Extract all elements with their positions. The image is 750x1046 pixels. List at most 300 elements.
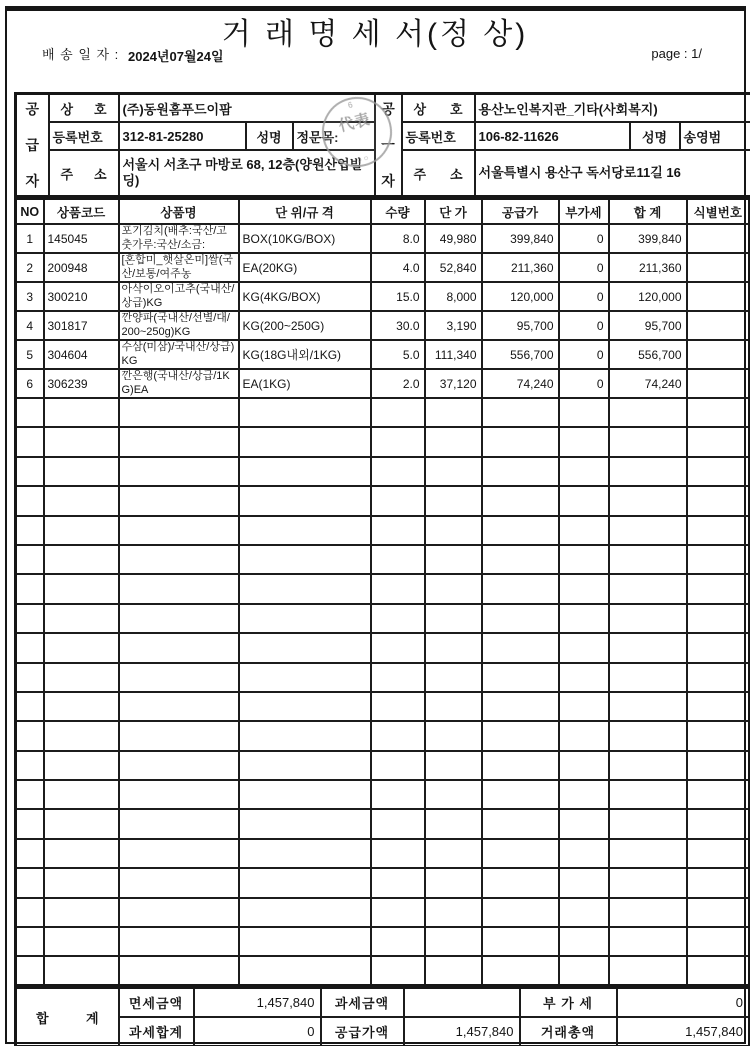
empty-cell [119,574,239,603]
cell-vat: 0 [559,282,609,311]
item-row [16,340,750,369]
empty-cell [16,663,44,692]
empty-cell [687,780,750,809]
empty-cell [687,633,750,662]
empty-cell [559,574,609,603]
supplier-address-label [49,150,119,196]
empty-cell [482,486,559,515]
empty-cell [239,956,371,985]
empty-cell [371,574,425,603]
empty-cell [16,398,44,427]
empty-cell [371,956,425,985]
supplier-regno-label: 등록번호 [49,122,119,150]
delivery-date-label: 배 송 일 자 : [42,47,120,62]
cell-unit: KG(200~250G) [239,311,371,340]
empty-cell [44,457,119,486]
cell-total: 120,000 [609,282,687,311]
empty-cell [609,721,687,750]
empty-cell [44,604,119,633]
empty-cell [44,809,119,838]
cell-id [687,282,750,311]
empty-cell [559,545,609,574]
label-char: 주 [60,166,74,182]
empty-cell [119,427,239,456]
empty-row [16,839,750,868]
grand-total-label [16,988,119,1046]
empty-cell [239,692,371,721]
empty-cell [687,604,750,633]
supplier-regno-value: 312-81-25280 [119,122,246,150]
empty-cell [687,721,750,750]
empty-cell [371,427,425,456]
empty-cell [687,692,750,721]
cell-vat: 0 [559,224,609,253]
empty-cell [119,398,239,427]
items-tbody [16,224,750,986]
empty-cell [482,604,559,633]
vat-label: 부 가 세 [520,988,617,1018]
empty-cell [16,427,44,456]
empty-cell [687,398,750,427]
empty-cell [44,574,119,603]
cell-unit: KG(4KG/BOX) [239,282,371,311]
empty-row [16,516,750,545]
cell-code: 200948 [44,253,119,282]
buyer-company-label [402,94,475,123]
empty-cell [16,839,44,868]
cell-name [119,224,239,253]
supplier-role-char: 자 [25,173,40,189]
empty-cell [371,809,425,838]
stamp-rim-text: ○○ [355,152,372,165]
items-section [14,197,750,987]
empty-cell [559,751,609,780]
stamp-center-text: 代表 [337,110,373,135]
empty-row [16,809,750,838]
cell-supply: 120,000 [482,282,559,311]
col-header-vat: 부가세 [559,199,609,225]
tax-free-amount-value: 1,457,840 [194,988,321,1018]
empty-cell [687,956,750,985]
cell-vat: 0 [559,253,609,282]
empty-cell [371,898,425,927]
empty-cell [239,898,371,927]
empty-cell [609,574,687,603]
col-header-id-number: 식별번호 [687,199,750,225]
col-header-total: 합 계 [609,199,687,225]
cell-qty: 2.0 [371,369,425,398]
cell-no: 1 [16,224,44,253]
empty-cell [559,780,609,809]
empty-cell [559,457,609,486]
document-title: 거 래 명 세 서(정 상) [221,18,529,51]
empty-row [16,780,750,809]
cell-vat: 0 [559,340,609,369]
empty-cell [482,956,559,985]
empty-cell [559,956,609,985]
empty-cell [44,516,119,545]
taxable-total-value: 0 [194,1017,321,1046]
empty-cell [16,956,44,985]
empty-cell [44,898,119,927]
empty-cell [16,780,44,809]
empty-cell [609,457,687,486]
summary-table [14,986,750,1046]
empty-cell [119,692,239,721]
empty-cell [239,516,371,545]
cell-name [119,282,239,311]
empty-cell [16,574,44,603]
empty-cell [425,868,482,897]
empty-cell [425,780,482,809]
supplier-role-char: 급 [25,137,40,153]
cell-id [687,340,750,369]
cell-total: 95,700 [609,311,687,340]
empty-cell [482,898,559,927]
empty-cell [559,868,609,897]
item-row [16,224,750,253]
empty-cell [425,751,482,780]
empty-row [16,457,750,486]
cell-qty: 4.0 [371,253,425,282]
empty-cell [371,604,425,633]
empty-cell [119,545,239,574]
empty-cell [425,604,482,633]
empty-cell [425,839,482,868]
empty-cell [687,751,750,780]
summary-section [14,986,750,1046]
empty-cell [609,398,687,427]
empty-cell [559,809,609,838]
empty-cell [559,398,609,427]
items-table [14,197,750,987]
label-char: 계 [85,1010,99,1026]
empty-cell [44,545,119,574]
empty-cell [44,751,119,780]
product-name-text: 수삼(미삼)/국내산/상급)KG [121,341,235,367]
empty-cell [16,486,44,515]
cell-code: 145045 [44,224,119,253]
buyer-role-char: ㅡ [381,137,395,153]
empty-row [16,486,750,515]
empty-cell [559,721,609,750]
empty-cell [687,516,750,545]
empty-cell [371,780,425,809]
empty-row [16,545,750,574]
empty-cell [559,839,609,868]
supplier-company-name: (주)동원홈푸드이팜 [119,94,375,123]
cell-unit: EA(20KG) [239,253,371,282]
empty-cell [482,545,559,574]
empty-cell [609,809,687,838]
empty-row [16,956,750,985]
cell-supply: 74,240 [482,369,559,398]
vat-value: 0 [617,988,750,1018]
empty-cell [687,486,750,515]
empty-cell [425,574,482,603]
empty-cell [482,457,559,486]
item-row [16,311,750,340]
empty-cell [687,927,750,956]
empty-cell [16,692,44,721]
empty-cell [609,516,687,545]
empty-cell [425,516,482,545]
empty-cell [239,721,371,750]
buyer-role-char: 공 [381,101,395,117]
empty-cell [482,839,559,868]
empty-cell [482,398,559,427]
cell-name [119,340,239,369]
empty-cell [371,457,425,486]
empty-cell [425,633,482,662]
empty-row [16,898,750,927]
empty-cell [16,457,44,486]
supply-amount-label: 공급가액 [321,1017,404,1046]
transaction-total-value: 1,457,840 [617,1017,750,1046]
empty-row [16,663,750,692]
cell-unit: KG(18G내외/1KG) [239,340,371,369]
empty-cell [425,545,482,574]
empty-row [16,427,750,456]
cell-code: 306239 [44,369,119,398]
supplier-address-value: 서울시 서초구 마방로 68, 12층(양원산업빌딩) [119,150,375,196]
empty-row [16,574,750,603]
empty-cell [609,868,687,897]
empty-cell [482,427,559,456]
empty-cell [16,516,44,545]
empty-cell [425,692,482,721]
delivery-date-value: 2024년07월24일 [128,49,224,64]
cell-unit-price: 52,840 [425,253,482,282]
empty-cell [16,721,44,750]
empty-cell [44,663,119,692]
empty-cell [44,839,119,868]
cell-id [687,369,750,398]
empty-cell [119,486,239,515]
empty-cell [687,574,750,603]
cell-no: 4 [16,311,44,340]
empty-cell [687,663,750,692]
buyer-name-label: 성명 [630,122,680,150]
empty-cell [425,898,482,927]
empty-cell [482,516,559,545]
cell-name [119,311,239,340]
buyer-name-value: 송영범 [680,122,750,150]
cell-code: 301817 [44,311,119,340]
cell-unit-price: 49,980 [425,224,482,253]
empty-cell [16,633,44,662]
empty-cell [482,574,559,603]
empty-cell [119,868,239,897]
page-number: page : 1/ [651,46,702,61]
empty-row [16,751,750,780]
cell-vat: 0 [559,369,609,398]
cell-unit-price: 111,340 [425,340,482,369]
item-row [16,282,750,311]
empty-cell [239,633,371,662]
label-char: 주 [413,166,427,182]
empty-cell [119,839,239,868]
empty-row [16,398,750,427]
cell-no: 3 [16,282,44,311]
label-char: 소 [449,166,463,182]
empty-cell [371,868,425,897]
buyer-company-name: 용산노인복지관_기타(사회복지) [475,94,750,123]
cell-supply: 211,360 [482,253,559,282]
col-header-no: NO [16,199,44,225]
empty-cell [371,692,425,721]
empty-cell [239,868,371,897]
empty-cell [16,751,44,780]
empty-cell [371,633,425,662]
cell-total: 399,840 [609,224,687,253]
empty-cell [371,839,425,868]
empty-cell [609,604,687,633]
transaction-total-label: 거래총액 [520,1017,617,1046]
col-header-product-code: 상품코드 [44,199,119,225]
empty-cell [44,427,119,456]
cell-id [687,311,750,340]
empty-cell [119,633,239,662]
product-name-text: 포기김치(배추:국산/고춧가루:국산/소금: [121,225,227,251]
empty-cell [687,427,750,456]
empty-cell [609,692,687,721]
buyer-regno-value: 106-82-11626 [475,122,630,150]
empty-cell [425,486,482,515]
cell-unit: BOX(10KG/BOX) [239,224,371,253]
tax-free-amount-label: 면세금액 [119,988,194,1018]
empty-cell [425,927,482,956]
buyer-address-value: 서울특별시 용산구 독서당로11길 16 [475,150,750,196]
buyer-regno-label: 등록번호 [402,122,475,150]
empty-cell [16,927,44,956]
empty-cell [44,486,119,515]
label-char: 상 [413,101,427,117]
empty-cell [559,927,609,956]
empty-cell [609,427,687,456]
cell-code: 304604 [44,340,119,369]
supplier-role-char: 공 [25,101,40,117]
empty-cell [119,927,239,956]
empty-cell [425,809,482,838]
cell-name [119,253,239,282]
empty-cell [371,486,425,515]
empty-cell [609,898,687,927]
empty-row [16,633,750,662]
empty-cell [119,663,239,692]
cell-total: 74,240 [609,369,687,398]
empty-cell [239,751,371,780]
empty-row [16,604,750,633]
cell-total: 211,360 [609,253,687,282]
cell-code: 300210 [44,282,119,311]
buyer-role-char: 자 [381,173,395,189]
supplier-name-value: 정문목: [293,122,375,150]
cell-qty: 30.0 [371,311,425,340]
cell-no: 2 [16,253,44,282]
empty-cell [425,956,482,985]
empty-cell [371,721,425,750]
empty-cell [371,663,425,692]
empty-cell [44,692,119,721]
empty-cell [119,898,239,927]
empty-cell [119,721,239,750]
cell-unit-price: 3,190 [425,311,482,340]
product-name-text: [혼합미_햇살온미]쌀(국산/보통/여주농 [121,254,234,280]
taxable-total-label: 과세합계 [119,1017,194,1046]
label-char: 호 [449,101,463,117]
empty-cell [425,427,482,456]
item-row [16,369,750,398]
product-name-text: 깐은행(국내산/상급/1KG)EA [121,370,230,396]
empty-cell [16,809,44,838]
empty-cell [559,898,609,927]
empty-cell [44,956,119,985]
empty-row [16,927,750,956]
product-name-text: 깐양파(국내산/선별/대/200~250g)KG [121,312,230,338]
empty-cell [44,780,119,809]
empty-cell [371,398,425,427]
empty-cell [482,751,559,780]
empty-cell [371,927,425,956]
empty-cell [482,692,559,721]
empty-cell [609,927,687,956]
empty-cell [239,604,371,633]
taxable-amount-label: 과세금액 [321,988,404,1018]
empty-cell [239,780,371,809]
product-name-text: 아삭이오이고추(국내산/상급)KG [121,283,235,309]
empty-cell [239,927,371,956]
empty-cell [16,604,44,633]
empty-cell [559,633,609,662]
cell-no: 5 [16,340,44,369]
empty-cell [119,604,239,633]
cell-supply: 399,840 [482,224,559,253]
buyer-address-label [402,150,475,196]
col-header-unit-spec: 단 위/규 격 [239,199,371,225]
supplier-role-label [16,94,49,197]
empty-cell [687,545,750,574]
empty-cell [425,398,482,427]
empty-cell [119,809,239,838]
empty-cell [371,751,425,780]
cell-qty: 8.0 [371,224,425,253]
cell-unit: EA(1KG) [239,369,371,398]
cell-qty: 5.0 [371,340,425,369]
col-header-qty: 수량 [371,199,425,225]
empty-row [16,868,750,897]
empty-cell [44,633,119,662]
empty-cell [559,663,609,692]
cell-supply: 95,700 [482,311,559,340]
empty-cell [425,457,482,486]
cell-unit-price: 8,000 [425,282,482,311]
empty-cell [425,721,482,750]
col-header-unit-price: 단 가 [425,199,482,225]
cell-id [687,253,750,282]
stamp-rim-text: 6 [347,100,354,111]
empty-cell [482,633,559,662]
empty-cell [44,398,119,427]
empty-cell [239,663,371,692]
cell-id [687,224,750,253]
empty-cell [609,545,687,574]
empty-cell [482,663,559,692]
empty-cell [609,633,687,662]
empty-cell [609,486,687,515]
empty-cell [609,956,687,985]
empty-cell [559,486,609,515]
